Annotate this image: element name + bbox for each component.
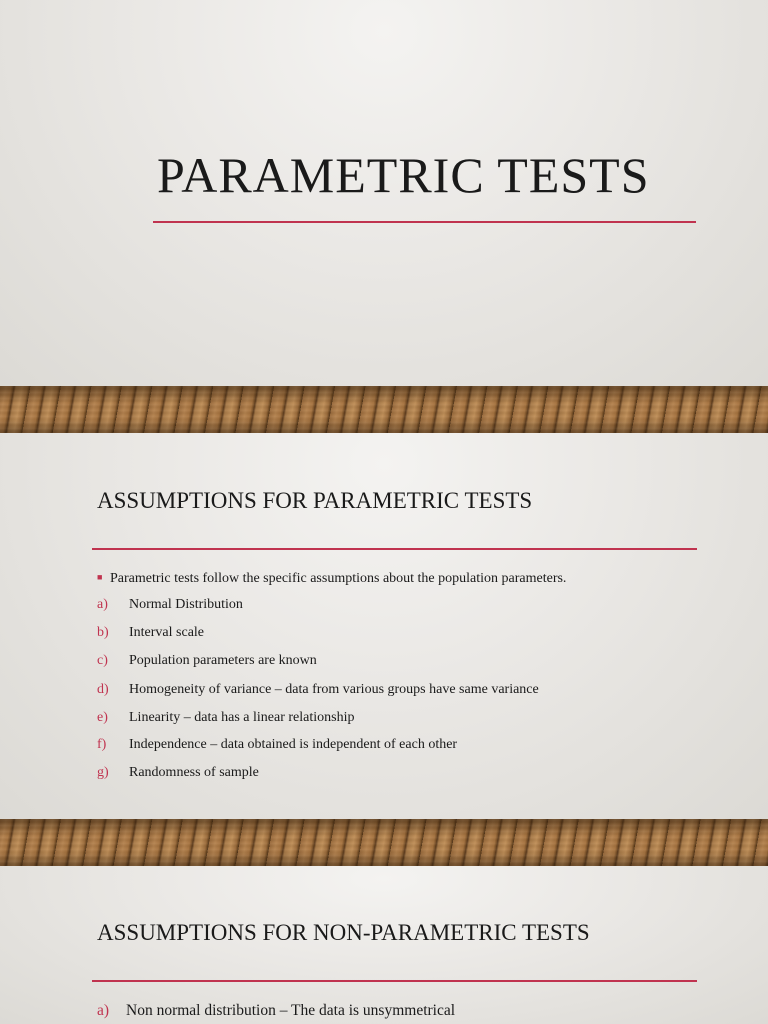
list-item bbox=[97, 1002, 455, 1020]
title-divider bbox=[153, 221, 696, 223]
list-item-text: Population parameters are known bbox=[129, 653, 317, 668]
list-item-text: Interval scale bbox=[129, 625, 205, 640]
list-item-text: Linearity – data has a linear relationship bbox=[129, 710, 355, 725]
list-marker: g) bbox=[97, 765, 109, 780]
list-item bbox=[97, 709, 354, 727]
wood-floor-separator bbox=[0, 819, 768, 866]
list-item-text: Non normal distribution – The data is unsymmetrical bbox=[126, 1002, 456, 1019]
bullet-dot-icon: ■ bbox=[97, 572, 103, 582]
list-item-text: Randomness of sample bbox=[129, 765, 259, 780]
list-item bbox=[97, 652, 317, 670]
list-item bbox=[97, 596, 243, 614]
list-item bbox=[97, 624, 204, 642]
slide-3 bbox=[0, 866, 768, 1024]
intro-text: Parametric tests follow the specific assumptions about the population parameters. bbox=[110, 571, 567, 586]
list-item bbox=[97, 764, 259, 782]
list-item-text: Independence – data obtained is independent of each other bbox=[129, 737, 458, 752]
wood-floor-separator bbox=[0, 386, 768, 433]
slide-2 bbox=[0, 433, 768, 819]
list-marker: b) bbox=[97, 625, 109, 640]
list-marker: f) bbox=[97, 737, 107, 752]
slide-title: PARAMETRIC TESTS bbox=[157, 147, 650, 203]
list-marker: c) bbox=[97, 653, 108, 668]
slide-1 bbox=[0, 0, 768, 386]
list-marker: a) bbox=[97, 1002, 110, 1019]
slide-heading: ASSUMPTIONS FOR NON-PARAMETRIC TESTS bbox=[97, 920, 590, 945]
list-marker: d) bbox=[97, 682, 109, 697]
list-item-text: Normal Distribution bbox=[129, 597, 243, 612]
list-marker: a) bbox=[97, 597, 108, 612]
heading-divider bbox=[92, 548, 697, 550]
list-item-text: Homogeneity of variance – data from various groups have same variance bbox=[129, 682, 539, 697]
slide-heading: ASSUMPTIONS FOR PARAMETRIC TESTS bbox=[97, 488, 533, 513]
list-marker: e) bbox=[97, 710, 108, 725]
heading-divider bbox=[92, 980, 697, 982]
list-item bbox=[97, 681, 539, 699]
list-item bbox=[97, 736, 457, 754]
intro-bullet bbox=[97, 568, 566, 588]
